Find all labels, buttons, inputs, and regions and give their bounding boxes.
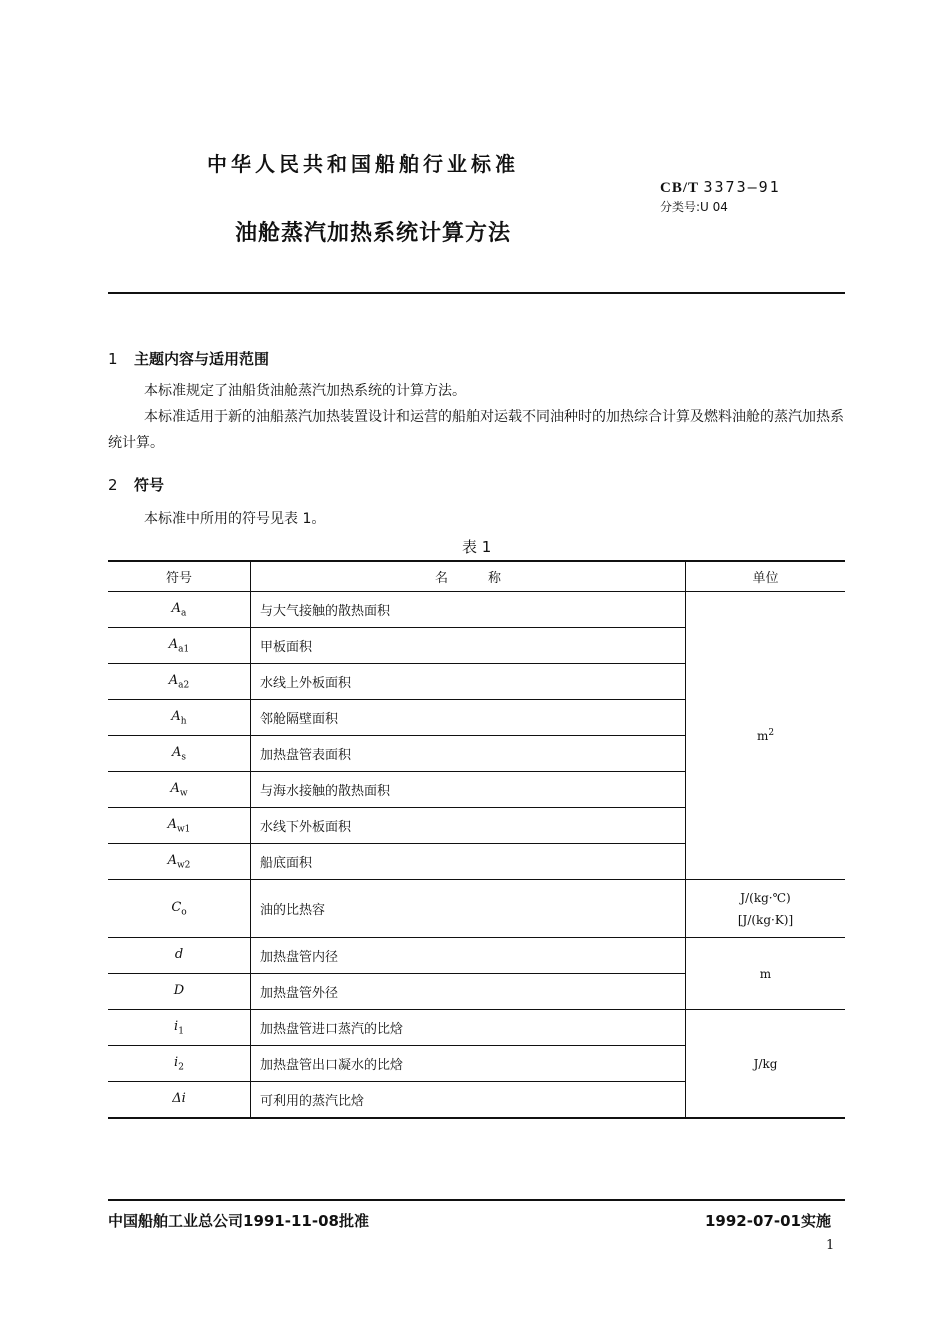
symbol-base: C (171, 899, 182, 915)
symbol-base: d (174, 946, 184, 962)
unit-area: m (756, 729, 769, 743)
symbol-cell (108, 1046, 251, 1082)
section-2-paragraph-1: 本标准中所用的符号见表 1。 (144, 511, 326, 527)
name-cell: 水线下外板面积 (251, 808, 686, 844)
standard-code (660, 178, 781, 197)
standard-category-title: 中华人民共和国船舶行业标准 (207, 152, 519, 176)
header-divider (108, 292, 845, 294)
name-cell: 加热盘管进口蒸汽的比焓 (251, 1010, 686, 1046)
header-unit: 单位 (686, 561, 846, 592)
name-cell: 加热盘管出口凝水的比焓 (251, 1046, 686, 1082)
name-cell: 加热盘管内径 (251, 938, 686, 974)
symbol-subscript: 1 (178, 1026, 184, 1037)
unit-heat-capacity-1: J/(kg·℃) (740, 890, 791, 905)
section-1-title: 主题内容与适用范围 (134, 350, 270, 368)
symbol-base: A (171, 708, 181, 724)
page-number: 1 (826, 1238, 835, 1253)
table-row (108, 592, 845, 628)
symbol-cell (108, 700, 251, 736)
symbol-base: A (171, 744, 182, 760)
table-caption: 表 1 (462, 538, 492, 556)
section-1-heading (108, 348, 269, 369)
symbol-base: D (173, 982, 185, 998)
table-row (108, 938, 845, 974)
header-name (251, 561, 686, 592)
symbol-base: i (174, 1054, 179, 1070)
symbol-subscript: s (181, 752, 186, 763)
symbol-cell (108, 808, 251, 844)
symbol-subscript: h (180, 716, 187, 727)
symbol-base: A (167, 852, 177, 868)
symbol-cell (108, 938, 251, 974)
header-name-a: 名 (434, 571, 448, 586)
symbol-cell (108, 592, 251, 628)
unit-area-exponent: 2 (768, 728, 775, 738)
section-1-paragraph-1: 本标准规定了油船货油舱蒸汽加热系统的计算方法。 (144, 383, 466, 399)
unit-cell-area (686, 592, 846, 880)
symbol-cell (108, 1082, 251, 1119)
symbol-cell (108, 772, 251, 808)
table-row (108, 1010, 845, 1046)
symbol-base: A (168, 636, 179, 652)
table-row (108, 880, 845, 938)
symbol-cell (108, 628, 251, 664)
symbol-subscript: w1 (176, 824, 191, 835)
symbol-base: A (168, 672, 179, 688)
section-1-number: 1 (108, 350, 118, 368)
symbol-base: i (174, 1018, 179, 1034)
section-2-title: 符号 (134, 476, 165, 494)
document-title: 油舱蒸汽加热系统计算方法 (235, 221, 512, 246)
symbol-subscript: a1 (178, 644, 190, 655)
symbol-cell (108, 664, 251, 700)
symbol-table (108, 560, 845, 1119)
symbol-subscript: a2 (178, 680, 190, 691)
standard-number: 3373—91 (703, 178, 781, 196)
symbol-cell (108, 1010, 251, 1046)
unit-cell-enthalpy: J/kg (686, 1010, 846, 1119)
name-cell: 水线上外板面积 (251, 664, 686, 700)
header-name-b: 称 (488, 571, 502, 586)
header-symbol: 符号 (108, 561, 251, 592)
section-2-heading (108, 474, 164, 495)
name-cell: 与海水接触的散热面积 (251, 772, 686, 808)
unit-cell-length: m (686, 938, 846, 1010)
symbol-subscript: 2 (178, 1062, 184, 1073)
symbol-base: A (170, 780, 180, 796)
implementation-date: 1992-07-01实施 (705, 1212, 831, 1230)
name-cell: 船底面积 (251, 844, 686, 880)
symbol-cell (108, 844, 251, 880)
symbol-subscript: w (179, 788, 188, 799)
name-cell: 油的比热容 (251, 880, 686, 938)
name-cell: 加热盘管表面积 (251, 736, 686, 772)
symbol-base: Δi (172, 1090, 186, 1106)
symbol-cell (108, 974, 251, 1010)
unit-heat-capacity-2: [J/(kg·K)] (737, 912, 794, 927)
name-cell: 邻舱隔壁面积 (251, 700, 686, 736)
name-cell: 与大气接触的散热面积 (251, 592, 686, 628)
approval-date: 中国船舶工业总公司1991-11-08批准 (108, 1212, 369, 1230)
symbol-subscript: w2 (176, 860, 191, 871)
section-2-number: 2 (108, 476, 118, 494)
symbol-cell (108, 736, 251, 772)
symbol-cell (108, 880, 251, 938)
section-1-paragraph-2: 本标准适用于新的油船蒸汽加热装置设计和运营的船舶对运载不同油种时的加热综合计算及燃料油舱的蒸汽加热系统计算。 (108, 409, 844, 451)
table-header-row (108, 561, 845, 592)
symbol-base: A (167, 816, 177, 832)
unit-cell-heat-capacity (686, 880, 846, 938)
symbol-subscript: a (181, 608, 187, 619)
name-cell: 加热盘管外径 (251, 974, 686, 1010)
standard-prefix: CB/T (660, 180, 699, 196)
name-cell: 甲板面积 (251, 628, 686, 664)
footer-divider (108, 1199, 845, 1201)
symbol-subscript: o (181, 907, 187, 918)
symbol-base: A (171, 600, 181, 616)
name-cell: 可利用的蒸汽比焓 (251, 1082, 686, 1119)
classification-number: 分类号:U 04 (660, 200, 728, 214)
